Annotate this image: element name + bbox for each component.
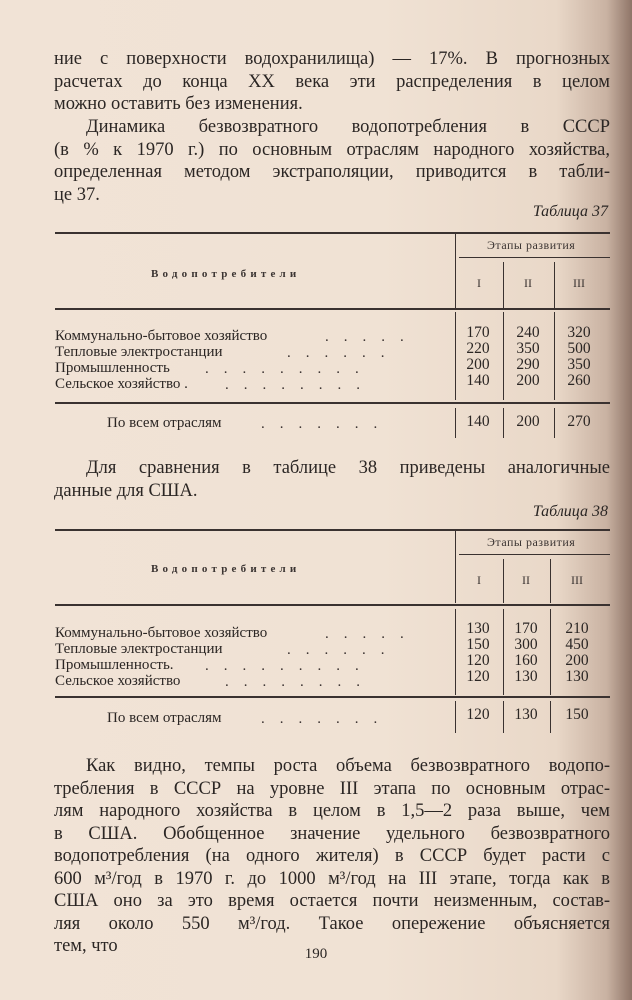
table-37-caption: Таблица 37 <box>532 203 608 220</box>
stages-header: Этапы развития <box>487 535 576 549</box>
cell-value: 220 <box>466 340 490 357</box>
column-divider <box>503 262 504 308</box>
total-value: 140 <box>466 413 490 430</box>
stage-ii-header: II <box>524 276 532 290</box>
cell-value: 260 <box>567 372 591 389</box>
cell-value: 120 <box>466 652 490 669</box>
text-line: Динамика безвозвратного водопотребления в СССР <box>86 117 610 137</box>
cell-value: 320 <box>567 324 591 341</box>
cell-value: 200 <box>466 356 490 373</box>
text-line: (в % к 1970 г.) по основным отраслям народного хозяйства, <box>54 139 610 160</box>
stage-i-header: I <box>477 276 481 290</box>
cell-value: 500 <box>567 340 591 357</box>
table-top-rule <box>55 529 610 531</box>
total-value: 130 <box>514 706 538 723</box>
row-label: Сельское хозяйство <box>55 673 181 689</box>
row-label: Тепловые электростанции <box>55 344 223 360</box>
cell-value: 350 <box>567 356 591 373</box>
column-divider <box>550 559 551 603</box>
header-bottom-rule <box>55 308 610 310</box>
text-line: лям народного хозяйства в целом в 1,5—2 раза выше, чем <box>54 801 610 821</box>
stages-subrule <box>459 554 610 555</box>
leader-dots: ...... <box>287 642 400 658</box>
column-divider <box>554 408 555 438</box>
total-rule <box>55 696 610 698</box>
text-line: определенная методом экстраполяции, приводится в табли- <box>54 162 610 182</box>
text-line: в США. Обобщенное значение удельного безвозвратного <box>54 823 610 844</box>
total-value: 150 <box>565 706 589 723</box>
total-value: 270 <box>567 413 591 430</box>
total-value: 120 <box>466 706 490 723</box>
column-divider <box>503 559 504 603</box>
cell-value: 350 <box>516 340 540 357</box>
stages-subrule <box>459 257 610 258</box>
total-label: По всем отраслям <box>107 710 222 726</box>
leader-dots: ........ <box>225 674 375 690</box>
text-line: США оно за это время остается почти неизменным, состав- <box>54 891 610 911</box>
page-number: 190 <box>304 946 328 962</box>
text-line: Как видно, темпы роста объема безвозвратного водопо- <box>86 756 610 776</box>
intro-paragraph <box>54 48 610 116</box>
leader-dots: ....... <box>261 711 393 727</box>
column-divider <box>550 609 551 695</box>
leader-dots: ....... <box>261 416 393 432</box>
text-line: водопотребления (на одного жителя) в СССР будет расти с <box>54 846 610 866</box>
column-divider <box>455 234 456 308</box>
stages-header: Этапы развития <box>487 238 576 252</box>
column-divider <box>455 531 456 603</box>
cell-value: 450 <box>565 636 589 653</box>
leader-dots: ..... <box>325 329 419 345</box>
cell-value: 240 <box>516 324 540 341</box>
table-37 <box>55 232 610 442</box>
cell-value: 130 <box>514 668 538 685</box>
text-line: требления в СССР на уровне III этапа по основным отрас- <box>54 778 610 799</box>
dynamics-paragraph <box>54 116 610 206</box>
stage-iii-header: III <box>571 573 583 587</box>
row-label: Промышленность <box>55 360 170 376</box>
stage-iii-header: III <box>573 276 585 290</box>
text-line: Для сравнения в таблице 38 приведены аналогичные <box>86 458 610 478</box>
column-divider <box>554 312 555 400</box>
row-label: Сельское хозяйство . <box>55 376 188 392</box>
cell-value: 170 <box>466 324 490 341</box>
column-divider <box>554 262 555 308</box>
cell-value: 210 <box>565 620 589 637</box>
total-rule <box>55 402 610 404</box>
text-line: 600 м³/год в 1970 г. до 1000 м³/год на III этапе, тогда как в <box>54 868 610 889</box>
cell-value: 120 <box>466 668 490 685</box>
row-label: Коммунально-бытовое хозяйство <box>55 625 268 641</box>
consumers-header: Водопотребители <box>151 563 301 575</box>
cell-value: 290 <box>516 356 540 373</box>
cell-value: 140 <box>466 372 490 389</box>
column-divider <box>503 312 504 400</box>
cell-value: 170 <box>514 620 538 637</box>
leader-dots: ......... <box>205 361 374 377</box>
cell-value: 200 <box>565 652 589 669</box>
row-label: Тепловые электростанции <box>55 641 223 657</box>
cell-value: 130 <box>565 668 589 685</box>
leader-dots: ........ <box>225 377 375 393</box>
total-value: 200 <box>516 413 540 430</box>
header-bottom-rule <box>55 604 610 606</box>
leader-dots: ...... <box>287 345 400 361</box>
text-line: расчетах до конца XX века эти распределения в целом <box>54 71 610 92</box>
table-38 <box>55 529 610 739</box>
text-line: можно оставить без изменения. <box>54 94 303 114</box>
cell-value: 200 <box>516 372 540 389</box>
table-top-rule <box>55 232 610 234</box>
stage-i-header: I <box>477 573 481 587</box>
cell-value: 150 <box>466 636 490 653</box>
column-divider <box>503 408 504 438</box>
cell-value: 130 <box>466 620 490 637</box>
leader-dots: ......... <box>205 658 374 674</box>
comparison-paragraph <box>54 457 610 502</box>
leader-dots: ..... <box>325 626 419 642</box>
text-line: ние с поверхности водохранилища) — 17%. В прогнозных <box>54 49 610 69</box>
cell-value: 160 <box>514 652 538 669</box>
consumers-header: Водопотребители <box>151 268 301 280</box>
conclusion-paragraph <box>54 755 610 958</box>
table-38-caption: Таблица 38 <box>532 503 608 520</box>
text-line: тем, что <box>54 936 118 956</box>
text-line: ляя около 550 м³/год. Такое опережение объясняется <box>54 913 610 934</box>
row-label: Коммунально-бытовое хозяйство <box>55 328 268 344</box>
total-label: По всем отраслям <box>107 415 222 431</box>
text-line: данные для США. <box>54 480 198 501</box>
row-label: Промышленность. <box>55 657 174 673</box>
column-divider <box>550 701 551 733</box>
cell-value: 300 <box>514 636 538 653</box>
text-line: це 37. <box>54 184 100 205</box>
stage-ii-header: II <box>522 573 530 587</box>
